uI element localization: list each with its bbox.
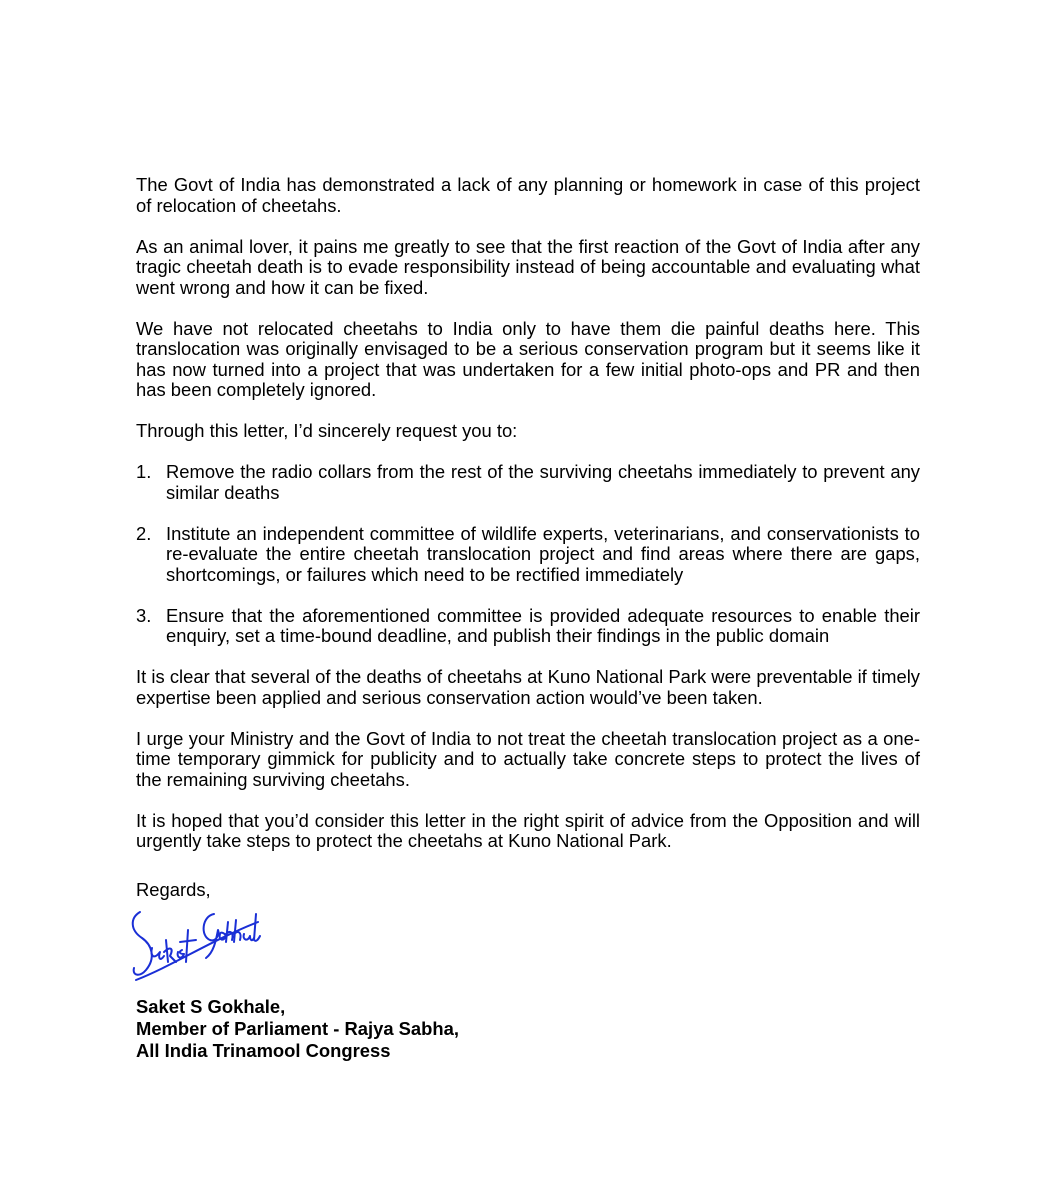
list-item-text: Ensure that the aforementioned committee is provided adequate resources to enable their enquiry, set a time-bound deadline, and publish their findings in the public domain <box>166 604 920 646</box>
paragraph-request-intro: Through this letter, I’d sincerely request you to: <box>136 420 518 441</box>
signature-image <box>122 900 262 988</box>
paragraph-urge: I urge your Ministry and the Govt of India to not treat the cheetah translocation project as a one-time temporary gimmick for publicity and to actually take concrete steps to protect the lives of the remaining surviving cheetahs. <box>136 727 920 790</box>
paragraph-relocation: We have not relocated cheetahs to India only to have them die painful deaths here. This translocation was originally envisaged to be a serious conservation program but it seems like it has now turned into a project that was undertaken for a few initial photo-ops and PR and then has been completely ignored. <box>136 317 920 400</box>
signatory-position: Member of Parliament - Rajya Sabha, <box>136 1018 459 1039</box>
letter-body <box>136 175 920 1062</box>
signatory-name: Saket S Gokhale, <box>136 996 286 1017</box>
list-item-number: 1. <box>136 461 152 482</box>
list-item <box>136 524 920 586</box>
list-item <box>136 606 920 647</box>
paragraph-animal-lover: As an animal lover, it pains me greatly to see that the first reaction of the Govt of India after any tragic cheetah death is to evade responsibility instead of being accountable and evaluating what went wrong and how it can be fixed. <box>136 235 920 298</box>
paragraph-planning: The Govt of India has demonstrated a lack of any planning or homework in case of this project of relocation of cheetahs. <box>136 174 920 216</box>
list-item-text: Remove the radio collars from the rest of the surviving cheetahs immediately to prevent any similar deaths <box>166 461 920 503</box>
signatory-block <box>136 996 920 1062</box>
list-item <box>136 462 920 503</box>
paragraph-hope: It is hoped that you’d consider this letter in the right spirit of advice from the Opposition and will urgently take steps to protect the cheetahs at Kuno National Park. <box>136 809 920 851</box>
regards-text: Regards, <box>136 878 211 900</box>
paragraph-preventable: It is clear that several of the deaths of cheetahs at Kuno National Park were preventable if timely expertise been applied and serious conservation action would’ve been taken. <box>136 666 920 708</box>
list-item-number: 2. <box>136 522 152 544</box>
list-item-text: Institute an independent committee of wildlife experts, veterinarians, and conservationists to re-evaluate the entire cheetah translocation project and find areas where there are gaps, shortcomings, or failures which need to be rectified immediately <box>166 522 920 585</box>
request-list <box>136 462 920 647</box>
signatory-party: All India Trinamool Congress <box>136 1040 391 1061</box>
list-item-number: 3. <box>136 604 152 626</box>
